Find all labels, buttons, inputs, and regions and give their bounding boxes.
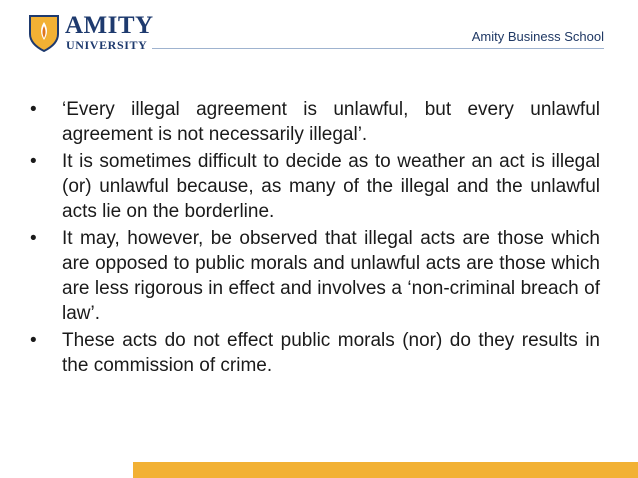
bullet-text: These acts do not effect public morals (nor) do they results in the commission of crime.	[62, 330, 600, 376]
logo-subtitle: UNIVERSITY	[66, 38, 148, 52]
bullet-marker: •	[30, 228, 37, 249]
bullet-marker: •	[30, 151, 37, 172]
list-item	[30, 226, 600, 326]
footer-accent-bar	[133, 462, 638, 478]
bullet-text: It may, however, be observed that illegal acts are those which are opposed to public morals and unlawful acts are those which are less rigorous in effect and involves a ‘non-criminal breach of law’.	[62, 228, 600, 324]
bullet-list	[30, 97, 600, 380]
bullet-marker: •	[30, 99, 37, 120]
list-item	[30, 97, 600, 147]
header-divider	[152, 48, 604, 49]
bullet-text: It is sometimes difficult to decide as to weather an act is illegal (or) unlawful because, as many of the illegal and the unlawful acts lie on the borderline.	[62, 151, 600, 222]
list-item	[30, 328, 600, 378]
logo-wordmark: AMITY	[65, 12, 154, 39]
school-name: Amity Business School	[471, 29, 604, 44]
bullet-text: ‘Every illegal agreement is unlawful, but every unlawful agreement is not necessarily illegal’.	[62, 99, 600, 145]
amity-logo	[28, 12, 154, 54]
shield-emblem-icon	[28, 14, 60, 52]
bullet-marker: •	[30, 330, 37, 351]
list-item	[30, 149, 600, 224]
